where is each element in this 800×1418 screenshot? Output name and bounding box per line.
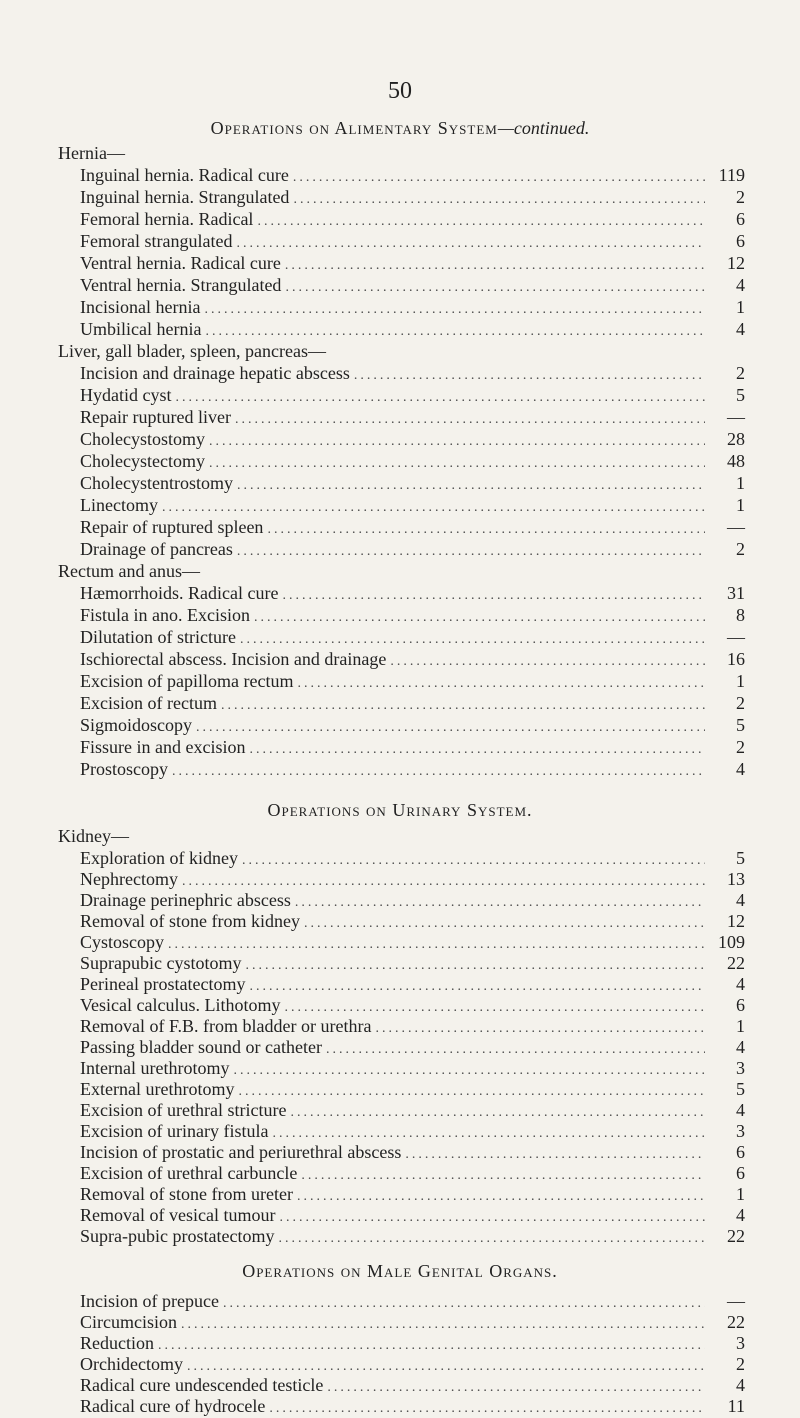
list-item	[80, 363, 745, 385]
item-count: 4	[736, 890, 745, 910]
dot-leader	[293, 192, 705, 208]
section-title-alimentary	[0, 118, 800, 139]
dot-leader	[254, 610, 705, 626]
list-item	[80, 693, 745, 715]
dot-leader	[279, 1210, 705, 1226]
item-count: 2	[736, 693, 745, 713]
list-item	[80, 1312, 745, 1334]
dot-leader	[285, 280, 705, 296]
list-item	[80, 869, 745, 891]
item-count: 2	[736, 539, 745, 559]
dot-leader	[182, 874, 705, 890]
item-count: 1	[736, 495, 745, 515]
item-count: 4	[736, 275, 745, 295]
group-label-rectum: Rectum and anus—	[58, 561, 200, 581]
dot-leader	[162, 500, 705, 516]
dot-leader	[236, 236, 705, 252]
list-item	[80, 627, 745, 649]
item-label: Repair ruptured liver	[80, 407, 231, 427]
item-count: 11	[727, 1396, 745, 1416]
list-item	[80, 451, 745, 473]
item-count: 2	[736, 187, 745, 207]
dot-leader	[297, 1189, 705, 1205]
item-count: 22	[727, 1312, 745, 1332]
item-count: 16	[727, 649, 745, 669]
dot-leader	[327, 1380, 705, 1396]
list-item	[80, 275, 745, 297]
dot-leader	[158, 1338, 705, 1354]
dot-leader	[242, 853, 705, 869]
item-label: Removal of stone from ureter	[80, 1184, 293, 1204]
dot-leader	[233, 1063, 705, 1079]
section-title-text: Operations on Urinary System.	[267, 800, 533, 820]
item-count: 109	[718, 932, 745, 952]
item-label: Drainage perinephric abscess	[80, 890, 291, 910]
section-title-urinary	[0, 800, 800, 821]
item-count: 4	[736, 319, 745, 339]
item-label: Linectomy	[80, 495, 158, 515]
item-label: Cholecystostomy	[80, 429, 205, 449]
dot-leader	[354, 368, 705, 384]
dot-leader	[297, 676, 705, 692]
item-count: 119	[718, 165, 745, 185]
list-item	[80, 1396, 745, 1418]
item-label: Excision of papilloma rectum	[80, 671, 294, 691]
dot-leader	[204, 302, 705, 318]
item-count: 3	[736, 1058, 745, 1078]
list-item	[80, 1142, 745, 1164]
dot-leader	[245, 958, 705, 974]
item-count: 4	[736, 759, 745, 779]
item-label: Prostoscopy	[80, 759, 169, 779]
item-label: Suprapubic cystotomy	[80, 953, 242, 973]
dot-leader	[390, 654, 705, 670]
item-count: 6	[736, 231, 745, 251]
list-item	[80, 1375, 745, 1397]
item-label: Excision of rectum	[80, 693, 217, 713]
dot-leader	[304, 916, 705, 932]
list-item	[80, 1100, 745, 1122]
item-count: 3	[736, 1333, 745, 1353]
list-item	[80, 473, 745, 495]
item-count: 12	[727, 253, 745, 273]
list-item	[80, 759, 745, 781]
item-count: 2	[736, 737, 745, 757]
dot-leader	[267, 522, 705, 538]
dot-leader	[278, 1231, 705, 1247]
page-number: 50	[388, 78, 412, 104]
dot-leader	[375, 1021, 705, 1037]
list-item	[80, 297, 745, 319]
item-label: Removal of stone from kidney	[80, 911, 300, 931]
list-item	[80, 1226, 745, 1248]
dot-leader	[209, 456, 705, 472]
item-count: —	[727, 1291, 745, 1311]
item-label: Removal of F.B. from bladder or urethra	[80, 1016, 372, 1036]
dot-leader	[249, 742, 705, 758]
list-item	[80, 1163, 745, 1185]
item-label: Internal urethrotomy	[80, 1058, 230, 1078]
list-item	[80, 974, 745, 996]
item-label: Femoral strangulated	[80, 231, 233, 251]
list-item	[80, 932, 745, 954]
item-label: Excision of urethral stricture	[80, 1100, 287, 1120]
section-title-text: Operations on Alimentary System	[210, 118, 498, 138]
item-count: —	[727, 627, 745, 647]
section-title-genital	[0, 1261, 800, 1282]
dot-leader	[168, 937, 705, 953]
item-label: Femoral hernia. Radical	[80, 209, 254, 229]
item-label: Incision of prepuce	[80, 1291, 219, 1311]
dot-leader	[176, 390, 706, 406]
item-label: Cholecystectomy	[80, 451, 205, 471]
list-item	[80, 165, 745, 187]
list-item	[80, 539, 745, 561]
list-item	[80, 1121, 745, 1143]
dot-leader	[196, 720, 705, 736]
dot-leader	[301, 1168, 705, 1184]
item-count: 5	[736, 385, 745, 405]
item-count: 6	[736, 1163, 745, 1183]
list-item	[80, 890, 745, 912]
item-count: 48	[727, 451, 745, 471]
item-label: Radical cure of hydrocele	[80, 1396, 266, 1416]
item-count: 31	[727, 583, 745, 603]
dot-leader	[290, 1105, 705, 1121]
item-count: 1	[736, 1016, 745, 1036]
list-item	[80, 407, 745, 429]
dot-leader	[238, 1084, 705, 1100]
item-label: Incisional hernia	[80, 297, 201, 317]
list-item	[80, 1058, 745, 1080]
item-count: 22	[727, 953, 745, 973]
item-count: 4	[736, 1375, 745, 1395]
group-label-hernia: Hernia—	[58, 143, 125, 163]
list-item	[80, 231, 745, 253]
dot-leader	[405, 1147, 705, 1163]
list-item	[80, 605, 745, 627]
list-item	[80, 385, 745, 407]
item-label: Vesical calculus. Lithotomy	[80, 995, 281, 1015]
item-label: Sigmoidoscopy	[80, 715, 193, 735]
dot-leader	[293, 170, 705, 186]
item-label: Umbilical hernia	[80, 319, 202, 339]
item-count: 4	[736, 1205, 745, 1225]
group-label-liver: Liver, gall blader, spleen, pancreas—	[58, 341, 326, 361]
item-count: 6	[736, 1142, 745, 1162]
item-count: 1	[736, 1184, 745, 1204]
dot-leader	[257, 214, 705, 230]
item-count: 4	[736, 974, 745, 994]
item-label: Incision and drainage hepatic abscess	[80, 363, 350, 383]
dot-leader	[237, 478, 705, 494]
list-item	[80, 187, 745, 209]
item-label: Radical cure undescended testicle	[80, 1375, 324, 1395]
item-count: 2	[736, 1354, 745, 1374]
item-label: Passing bladder sound or catheter	[80, 1037, 322, 1057]
dot-leader	[172, 764, 705, 780]
item-label: Drainage of pancreas	[80, 539, 233, 559]
list-item	[80, 319, 745, 341]
list-item	[80, 995, 745, 1017]
item-count: 2	[736, 363, 745, 383]
list-item	[80, 429, 745, 451]
item-label: Excision of urethral carbuncle	[80, 1163, 298, 1183]
list-item	[80, 1037, 745, 1059]
item-label: Fissure in and excision	[80, 737, 246, 757]
dot-leader	[284, 1000, 705, 1016]
dot-leader	[326, 1042, 705, 1058]
item-label: Exploration of kidney	[80, 848, 238, 868]
dot-leader	[237, 544, 705, 560]
item-count: —	[727, 407, 745, 427]
item-count: 3	[736, 1121, 745, 1141]
list-item	[80, 495, 745, 517]
dot-leader	[205, 324, 705, 340]
list-item	[80, 583, 745, 605]
dot-leader	[187, 1359, 705, 1375]
item-label: Inguinal hernia. Strangulated	[80, 187, 290, 207]
dot-leader	[181, 1317, 705, 1333]
list-item	[80, 1079, 745, 1101]
continued-note: —continued.	[497, 118, 590, 138]
item-label: Incision of prostatic and periurethral abscess	[80, 1142, 402, 1162]
item-label: Dilutation of stricture	[80, 627, 236, 647]
dot-leader	[235, 412, 705, 428]
dot-leader	[249, 979, 705, 995]
item-label: Repair of ruptured spleen	[80, 517, 264, 537]
item-label: External urethrotomy	[80, 1079, 235, 1099]
list-item	[80, 737, 745, 759]
item-label: Fistula in ano. Excision	[80, 605, 250, 625]
dot-leader	[240, 632, 705, 648]
dot-leader	[285, 258, 705, 274]
item-label: Ventral hernia. Radical cure	[80, 253, 281, 273]
item-count: 1	[736, 671, 745, 691]
item-label: Ventral hernia. Strangulated	[80, 275, 282, 295]
item-count: 5	[736, 715, 745, 735]
dot-leader	[272, 1126, 705, 1142]
list-item	[80, 1205, 745, 1227]
item-label: Orchidectomy	[80, 1354, 183, 1374]
list-item	[80, 1333, 745, 1355]
item-label: Circumcision	[80, 1312, 177, 1332]
dot-leader	[269, 1401, 705, 1417]
dot-leader	[223, 1296, 705, 1312]
item-count: 12	[727, 911, 745, 931]
list-item	[80, 517, 745, 539]
list-item	[80, 715, 745, 737]
item-label: Supra-pubic prostatectomy	[80, 1226, 275, 1246]
item-count: 6	[736, 209, 745, 229]
list-item	[80, 671, 745, 693]
item-label: Removal of vesical tumour	[80, 1205, 276, 1225]
item-count: 1	[736, 297, 745, 317]
item-count: 6	[736, 995, 745, 1015]
list-item	[80, 209, 745, 231]
list-item	[80, 953, 745, 975]
item-label: Hæmorrhoids. Radical cure	[80, 583, 279, 603]
list-item	[80, 1184, 745, 1206]
item-label: Reduction	[80, 1333, 154, 1353]
list-item	[80, 1016, 745, 1038]
list-item	[80, 1291, 745, 1313]
item-label: Cystoscopy	[80, 932, 165, 952]
list-item	[80, 1354, 745, 1376]
dot-leader	[221, 698, 705, 714]
item-count: 4	[736, 1037, 745, 1057]
item-count: 5	[736, 848, 745, 868]
item-count: 4	[736, 1100, 745, 1120]
item-label: Ischiorectal abscess. Incision and drainage	[80, 649, 387, 669]
item-count: 22	[727, 1226, 745, 1246]
item-label: Perineal prostatectomy	[80, 974, 246, 994]
item-count: 8	[736, 605, 745, 625]
list-item	[80, 848, 745, 870]
item-label: Excision of urinary fistula	[80, 1121, 269, 1141]
item-label: Hydatid cyst	[80, 385, 172, 405]
item-count: 13	[727, 869, 745, 889]
dot-leader	[209, 434, 705, 450]
item-label: Cholecystentrostomy	[80, 473, 233, 493]
item-label: Inguinal hernia. Radical cure	[80, 165, 289, 185]
item-count: 5	[736, 1079, 745, 1099]
list-item	[80, 911, 745, 933]
section-title-text: Operations on Male Genital Organs.	[242, 1261, 558, 1281]
list-item	[80, 253, 745, 275]
group-label-kidney: Kidney—	[58, 826, 129, 846]
dot-leader	[282, 588, 705, 604]
item-label: Nephrectomy	[80, 869, 178, 889]
item-count: 1	[736, 473, 745, 493]
item-count: 28	[727, 429, 745, 449]
item-count: —	[727, 517, 745, 537]
dot-leader	[295, 895, 705, 911]
list-item	[80, 649, 745, 671]
